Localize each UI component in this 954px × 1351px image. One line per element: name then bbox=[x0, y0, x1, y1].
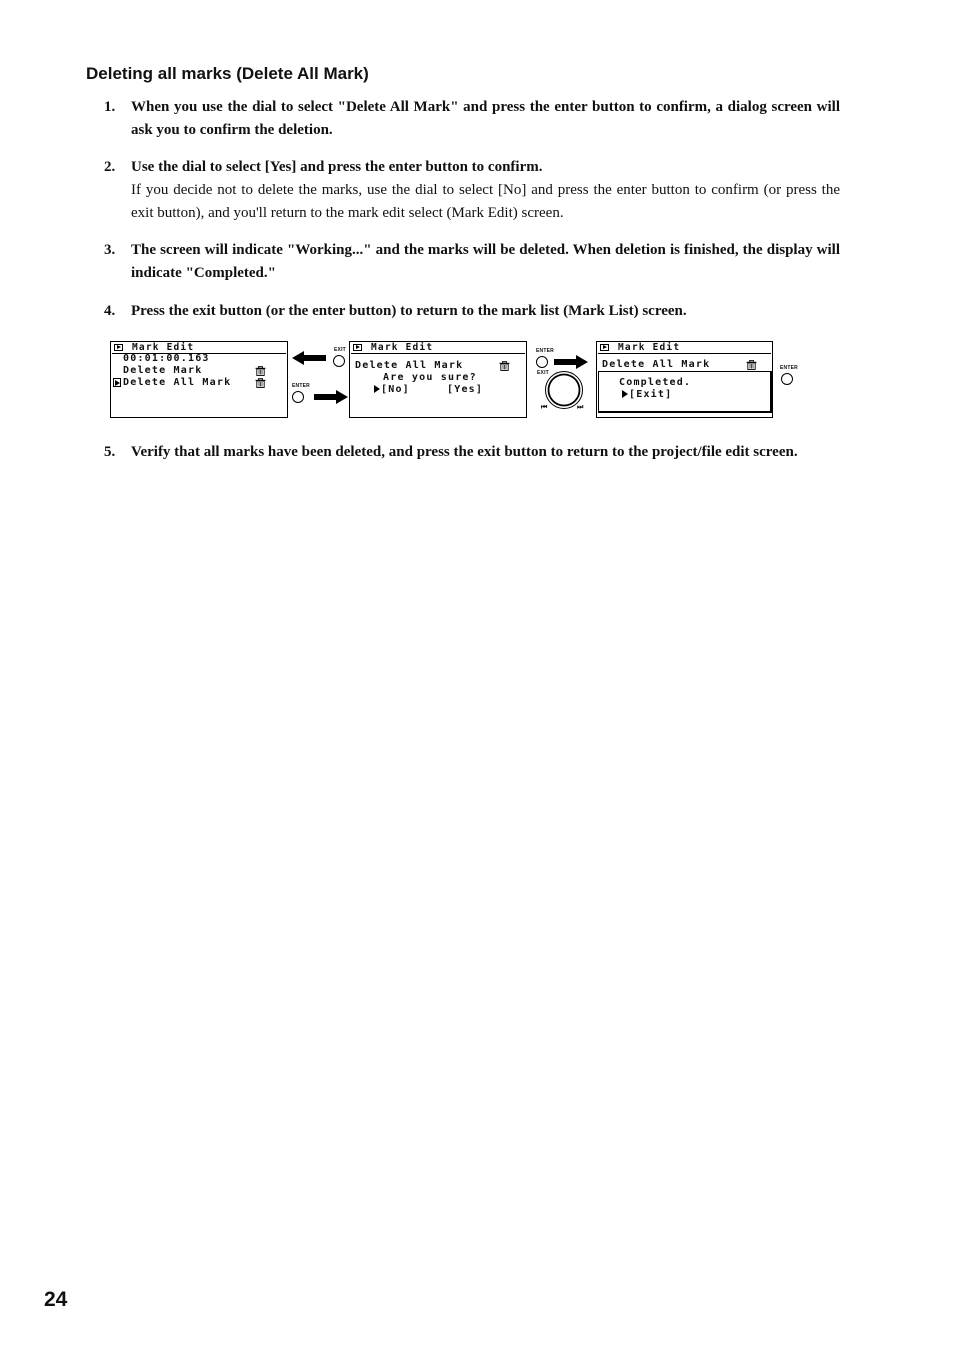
step-instruction: Press the exit button (or the enter button) to return to the mark list (Mark List) screen. bbox=[131, 303, 687, 319]
step-note: If you decide not to delete the marks, use the dial to select [No] and press the enter button to confirm (or press the exit button), and you'll return to the mark edit select (Mark Edit) screen. bbox=[131, 182, 840, 221]
step-5 bbox=[104, 441, 840, 464]
lcd-question: Are you sure? bbox=[383, 372, 477, 383]
cursor-icon bbox=[374, 385, 380, 393]
step-number: 1. bbox=[104, 99, 116, 115]
lcd-title: Mark Edit bbox=[618, 342, 681, 353]
lcd-completed-text: Completed. bbox=[619, 377, 692, 388]
exit-label: EXIT bbox=[537, 370, 549, 376]
trash-icon bbox=[255, 378, 266, 388]
step-3 bbox=[104, 239, 840, 285]
step-number: 4. bbox=[104, 303, 116, 319]
step-instruction: The screen will indicate "Working..." and the marks will be deleted. When deletion is finished, the display will indicate "Completed." bbox=[131, 242, 840, 281]
lcd-item-delete-mark: Delete Mark bbox=[123, 365, 203, 376]
lcd-message-box bbox=[598, 371, 772, 413]
enter-button bbox=[292, 391, 304, 403]
lcd-option-exit bbox=[622, 389, 672, 400]
lcd-title-bar bbox=[598, 343, 771, 354]
section-heading: Deleting all marks (Delete All Mark) bbox=[86, 64, 369, 83]
lcd-screen-confirm bbox=[349, 341, 527, 418]
arrow-left-icon bbox=[292, 351, 328, 365]
trash-icon bbox=[746, 360, 757, 370]
step-1 bbox=[104, 96, 840, 142]
arrow-right-icon bbox=[552, 355, 588, 369]
step-instruction: Use the dial to select [Yes] and press the enter button to confirm. bbox=[131, 159, 543, 175]
step-number: 5. bbox=[104, 444, 116, 460]
lcd-item-delete-all-mark: Delete All Mark bbox=[123, 377, 232, 388]
step-number: 2. bbox=[104, 159, 116, 175]
prev-icon: ⏮ bbox=[541, 404, 548, 411]
enter-button bbox=[781, 373, 793, 385]
enter-label: ENTER bbox=[292, 383, 310, 389]
enter-label: ENTER bbox=[536, 348, 554, 354]
enter-label: ENTER bbox=[780, 365, 798, 371]
lcd-option-no bbox=[374, 384, 410, 395]
lcd-title: Mark Edit bbox=[371, 342, 434, 353]
trash-icon bbox=[255, 366, 266, 376]
step-instruction: When you use the dial to select "Delete All Mark" and press the enter button to confirm, a dialog screen will ask you to confirm the deletion. bbox=[131, 99, 840, 138]
step-instruction: Verify that all marks have been deleted, and press the exit button to return to the project/file edit screen. bbox=[131, 444, 798, 460]
option-no-label: [No] bbox=[381, 384, 410, 395]
lcd-option-yes: [Yes] bbox=[447, 384, 484, 395]
lcd-screen-mark-edit bbox=[110, 341, 288, 418]
enter-button bbox=[536, 356, 548, 368]
lcd-title: Mark Edit bbox=[132, 342, 195, 353]
exit-label: EXIT bbox=[334, 347, 346, 353]
play-icon bbox=[600, 344, 609, 351]
trash-icon bbox=[499, 361, 510, 371]
cursor-icon bbox=[622, 390, 628, 398]
exit-button bbox=[333, 355, 345, 367]
lcd-title-bar bbox=[351, 343, 525, 354]
next-icon: ⏭ bbox=[577, 404, 584, 411]
cursor-icon bbox=[113, 378, 121, 387]
step-4 bbox=[104, 300, 840, 323]
lcd-dialog-title: Delete All Mark bbox=[355, 360, 464, 371]
arrow-right-icon bbox=[312, 390, 348, 404]
page-number: 24 bbox=[44, 1288, 68, 1311]
play-icon bbox=[114, 344, 123, 351]
option-exit-label: [Exit] bbox=[629, 389, 673, 400]
lcd-dialog-title: Delete All Mark bbox=[602, 359, 711, 370]
lcd-time: 00:01:00.163 bbox=[123, 353, 210, 364]
step-2 bbox=[104, 156, 840, 225]
step-number: 3. bbox=[104, 242, 116, 258]
play-icon bbox=[353, 344, 362, 351]
lcd-screen-completed bbox=[596, 341, 773, 418]
